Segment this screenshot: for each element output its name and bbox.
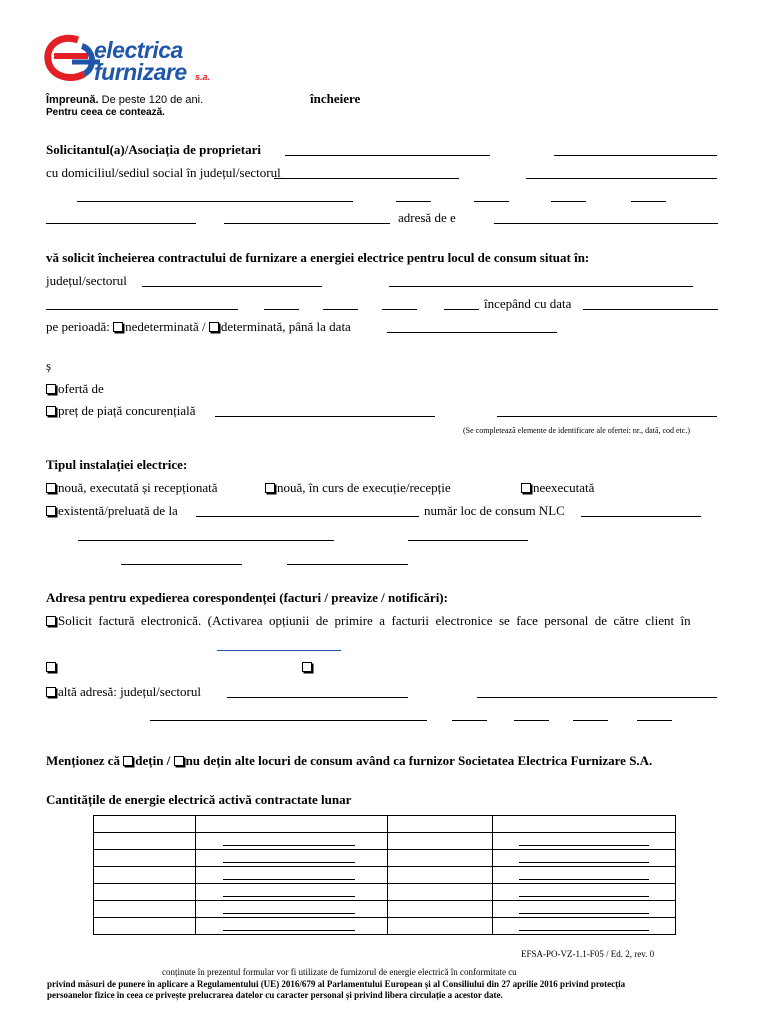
installation-extra-field-2[interactable] — [408, 540, 528, 541]
new-done-checkbox[interactable] — [46, 483, 56, 493]
installation-extra-field-3[interactable] — [121, 564, 242, 565]
other-number-field[interactable] — [452, 720, 487, 721]
footer-line-3: persoanelor fizice în ceea ce privește prelucrarea datelor cu caracter personal și privind libera circulație a acestor date. — [47, 990, 503, 1000]
nlc-label: număr loc de consum NLC — [424, 503, 565, 518]
period-row — [46, 319, 351, 334]
logo-text-furnizare: furnizare — [94, 59, 187, 85]
email-field[interactable] — [494, 223, 718, 224]
einvoice-row — [46, 613, 721, 628]
logo-text-electrica: electrica — [94, 37, 183, 63]
installation-extra-field-4[interactable] — [287, 564, 408, 565]
existing-label: existentă/preluată de la — [58, 503, 178, 518]
market-price-field[interactable] — [215, 416, 435, 417]
month-value-field[interactable] — [519, 862, 649, 863]
other-address-checkbox[interactable] — [46, 687, 56, 697]
other-block-field[interactable] — [514, 720, 549, 721]
domicile-label: cu domiciliul/sediul social în județul/sectorul — [46, 165, 281, 180]
other-stair-field[interactable] — [573, 720, 608, 721]
table-row — [94, 833, 676, 850]
table-row — [94, 918, 676, 935]
domicile-address-checkbox[interactable] — [46, 662, 56, 672]
not-own-checkbox[interactable] — [174, 756, 184, 766]
other-county-field[interactable] — [227, 697, 408, 698]
month-value-field[interactable] — [519, 879, 649, 880]
county-label: județul/sectorul — [46, 273, 127, 288]
indefinite-checkbox[interactable] — [113, 322, 123, 332]
quantities-title: Cantitățile de energie electrică activă contractate lunar — [46, 792, 352, 807]
form-code: EFSA-PO-VZ-1.1-F05 / Ed. 2, rev. 0 — [521, 949, 655, 959]
month-value-field[interactable] — [223, 845, 355, 846]
phone-field[interactable] — [46, 223, 196, 224]
own-label: dețin / — [135, 753, 171, 768]
tagline-rest: De peste 120 de ani. — [98, 94, 204, 106]
declaration-prefix: Menționez că — [46, 753, 121, 768]
new-done-label: nouă, executată și recepționată — [58, 480, 218, 495]
nlc-field[interactable] — [581, 516, 701, 517]
offer-label: ofertă de — [58, 381, 104, 396]
other-locality-field[interactable] — [477, 697, 717, 698]
other-apartment-field[interactable] — [637, 720, 672, 721]
company-logo — [44, 30, 224, 90]
other-address-label: altă adresă: județul/sectorul — [58, 684, 201, 699]
month-value-field[interactable] — [223, 862, 355, 863]
month-value-field[interactable] — [223, 913, 355, 914]
month-value-field[interactable] — [519, 913, 649, 914]
footer-line-1: conținute în prezentul formular vor fi utilizate de furnizorul de energie electrică în conformitate cu — [162, 967, 517, 977]
installation-opt4 — [46, 503, 178, 518]
period-label: pe perioadă: — [46, 319, 110, 334]
offer-id-field[interactable] — [497, 416, 717, 417]
table-row — [94, 850, 676, 867]
new-progress-label: nouă, în curs de execuție/recepție — [277, 480, 451, 495]
number-field[interactable] — [396, 201, 431, 202]
apartment-field[interactable] — [631, 201, 666, 202]
start-date-label: începând cu data — [484, 296, 572, 311]
market-price-label: preț de piață concurențială — [58, 403, 196, 418]
applicant-label: Solicitantul(a)/Asociația de proprietari — [46, 142, 261, 157]
consumption-number-field[interactable] — [264, 309, 299, 310]
stair-field[interactable] — [551, 201, 586, 202]
consumption-county-field[interactable] — [142, 286, 322, 287]
own-checkbox[interactable] — [123, 756, 133, 766]
correspondence-title: Adresa pentru expedierea corespondenței (facturi / preavize / notificări): — [46, 590, 448, 605]
tagline — [46, 94, 203, 107]
einvoice-link[interactable] — [217, 650, 341, 651]
month-value-field[interactable] — [519, 896, 649, 897]
definite-label: determinată, până la data — [220, 319, 351, 334]
month-value-field[interactable] — [519, 930, 649, 931]
consumption-address-checkbox[interactable] — [302, 662, 312, 672]
tagline-bold: Împreună. — [46, 94, 99, 106]
table-row — [94, 884, 676, 901]
start-date-field[interactable] — [583, 309, 718, 310]
applicant-name-field[interactable] — [285, 155, 490, 156]
addr-option-row-2 — [302, 659, 314, 674]
consumption-apartment-field[interactable] — [444, 309, 479, 310]
offer-checkbox[interactable] — [46, 384, 56, 394]
installation-extra-field-1[interactable] — [78, 540, 334, 541]
applicant-extra-field[interactable] — [554, 155, 717, 156]
einvoice-checkbox[interactable] — [46, 616, 56, 626]
document-title: încheiere — [310, 91, 361, 106]
not-done-label: neexecutată — [533, 480, 595, 495]
declaration-row — [46, 753, 652, 768]
domicile-locality-field[interactable] — [526, 178, 717, 179]
indefinite-label: nedeterminată / — [125, 319, 206, 334]
month-value-field[interactable] — [223, 930, 355, 931]
consumption-stair-field[interactable] — [382, 309, 417, 310]
logo-text-sa: s.a. — [195, 72, 211, 82]
installation-title: Tipul instalației electrice: — [46, 457, 188, 472]
previous-owner-field[interactable] — [196, 516, 419, 517]
month-value-field[interactable] — [223, 896, 355, 897]
installation-opt1 — [46, 480, 218, 495]
new-progress-checkbox[interactable] — [265, 483, 275, 493]
fax-field[interactable] — [224, 223, 390, 224]
end-date-field[interactable] — [387, 332, 557, 333]
request-intro: vă solicit încheierea contractului de furnizare a energiei electrice pentru locul de consum situat în: — [46, 250, 590, 265]
market-price-checkbox[interactable] — [46, 406, 56, 416]
tagline-2: Pentru ceea ce contează. — [46, 107, 165, 118]
quantities-table — [93, 815, 676, 935]
consumption-locality-field[interactable] — [389, 286, 693, 287]
email-label: adresă de e — [398, 210, 456, 225]
table-row — [94, 901, 676, 918]
and-letter: ș — [46, 358, 52, 373]
domicile-county-field[interactable] — [274, 178, 459, 179]
table-row — [94, 816, 676, 833]
table-row — [94, 867, 676, 884]
einvoice-label: Solicit factură electronică. (Activarea opțiunii de primire a facturii electronice se face personal de către client în — [58, 613, 691, 628]
definite-checkbox[interactable] — [209, 322, 219, 332]
block-field[interactable] — [474, 201, 509, 202]
offer-row — [46, 381, 104, 396]
month-value-field[interactable] — [223, 879, 355, 880]
installation-opt2 — [265, 480, 451, 495]
not-done-checkbox[interactable] — [521, 483, 531, 493]
consumption-block-field[interactable] — [323, 309, 358, 310]
other-street-field[interactable] — [150, 720, 427, 721]
not-own-label: nu dețin alte locuri de consum având ca furnizor Societatea Electrica Furnizare S.A. — [185, 753, 653, 768]
other-address-row — [46, 684, 201, 699]
price-row — [46, 403, 196, 418]
month-value-field[interactable] — [519, 845, 649, 846]
addr-option-row — [46, 659, 58, 674]
installation-opt3 — [521, 480, 594, 495]
offer-note: (Se completează elemente de identificare ale ofertei: nr., dată, cod etc.) — [463, 426, 690, 435]
street-field[interactable] — [77, 201, 353, 202]
footer-line-2: privind măsuri de punere în aplicare a Regulamentului (UE) 2016/679 al Parlamentului European și al Consiliului din 27 aprilie 2016 privind protecția — [47, 979, 626, 989]
existing-checkbox[interactable] — [46, 506, 56, 516]
consumption-street-field[interactable] — [46, 309, 238, 310]
